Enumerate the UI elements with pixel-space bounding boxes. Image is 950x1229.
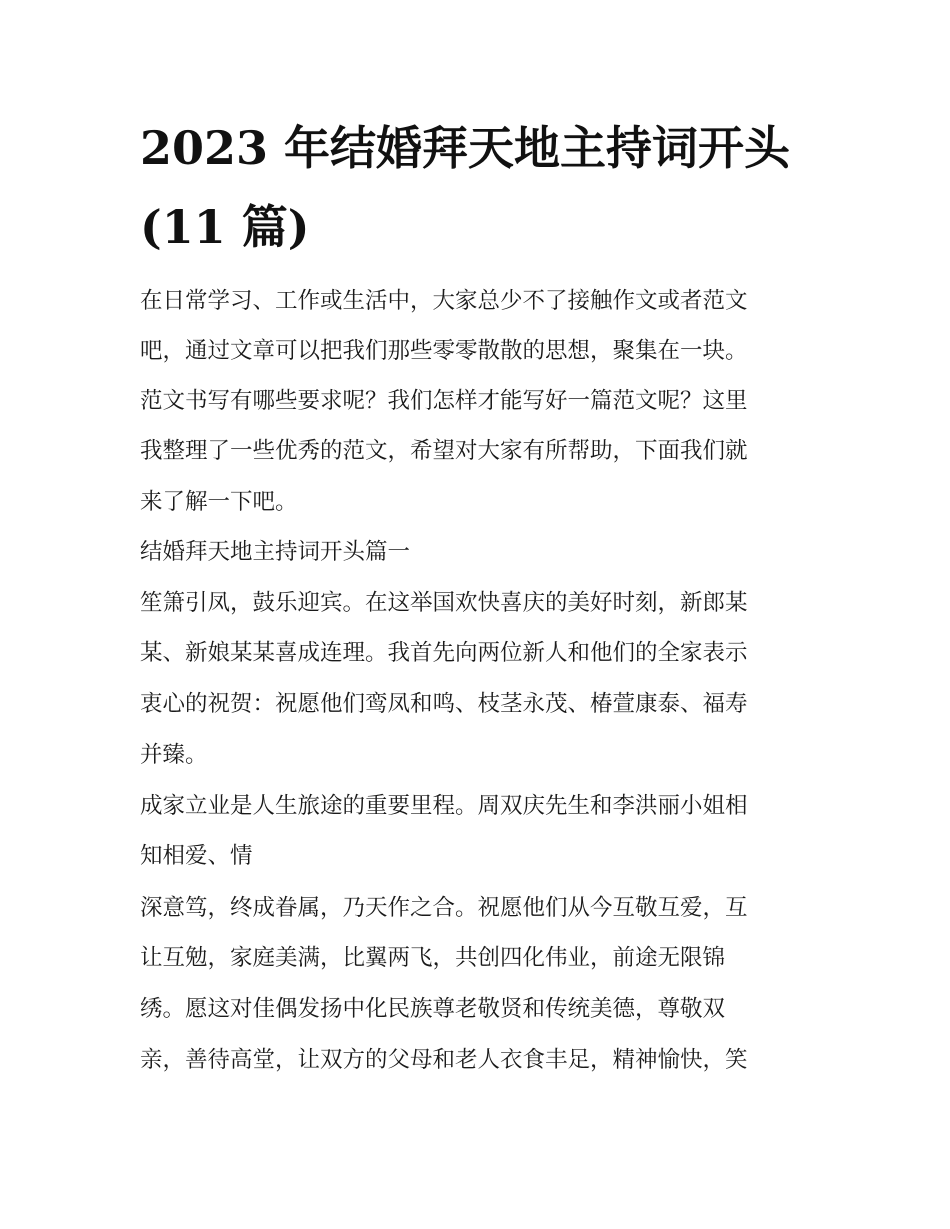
- body-line-2: 吧，通过文章可以把我们那些零零散散的思想，聚集在一块。: [140, 338, 748, 364]
- section-heading-1: 结婚拜天地主持词开头篇一: [140, 539, 411, 565]
- document-title-line-1: 2023 年结婚拜天地主持词开头: [140, 121, 791, 175]
- body-line-8: 某、新娘某某喜成连理。我首先向两位新人和他们的全家表示: [140, 640, 748, 666]
- body-line-16: 亲，善待高堂，让双方的父母和老人衣食丰足，精神愉快，笑: [140, 1047, 748, 1073]
- body-line-3: 范文书写有哪些要求呢？我们怎样才能写好一篇范文呢？这里: [140, 388, 748, 414]
- body-line-7: 笙箫引凤，鼓乐迎宾。在这举国欢快喜庆的美好时刻，新郎某: [140, 590, 748, 616]
- body-line-4: 我整理了一些优秀的范文，希望对大家有所帮助，下面我们就: [140, 438, 748, 464]
- body-line-10: 并臻。: [140, 742, 208, 768]
- body-line-15: 绣。愿这对佳偶发扬中化民族尊老敬贤和传统美德，尊敬双: [140, 996, 726, 1022]
- body-line-1: 在日常学习、工作或生活中，大家总少不了接触作文或者范文: [140, 288, 748, 314]
- body-line-5: 来了解一下吧。: [140, 489, 298, 515]
- body-line-14: 让互勉，家庭美满，比翼两飞，共创四化伟业，前途无限锦: [140, 945, 726, 971]
- body-line-12: 知相爱、情: [140, 843, 253, 869]
- body-line-13: 深意笃，终成眷属，乃天作之合。祝愿他们从今互敬互爱，互: [140, 895, 748, 921]
- document-title-line-2: (11 篇): [140, 200, 310, 254]
- body-line-11: 成家立业是人生旅途的重要里程。周双庆先生和李洪丽小姐相: [140, 793, 748, 819]
- body-line-9: 衷心的祝贺：祝愿他们鸾凤和鸣、枝茎永茂、椿萱康泰、福寿: [140, 691, 748, 717]
